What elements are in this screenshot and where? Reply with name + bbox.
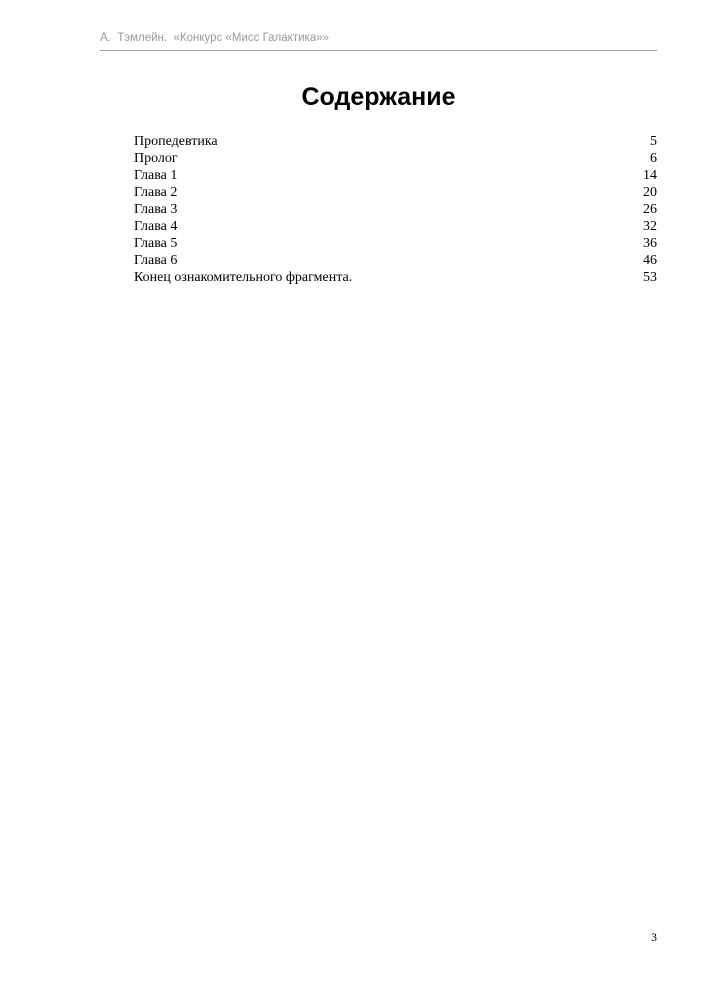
table-of-contents	[134, 133, 657, 286]
toc-entry-page: 46	[643, 253, 657, 268]
toc-entry-label: Глава 4	[134, 219, 178, 234]
toc-entry-label: Глава 6	[134, 253, 178, 268]
toc-entry[interactable]	[134, 252, 657, 269]
toc-entry[interactable]	[134, 184, 657, 201]
toc-entry[interactable]	[134, 218, 657, 235]
page-number: 3	[651, 930, 657, 944]
toc-entry-page: 20	[643, 185, 657, 200]
toc-entry[interactable]	[134, 201, 657, 218]
toc-entry-label: Конец ознакомительного фрагмента.	[134, 270, 353, 285]
toc-entry[interactable]	[134, 167, 657, 184]
toc-entry[interactable]	[134, 235, 657, 252]
header-divider	[100, 50, 657, 51]
toc-entry-label: Глава 5	[134, 236, 178, 251]
toc-entry[interactable]	[134, 150, 657, 167]
toc-entry[interactable]	[134, 133, 657, 150]
running-header: А. Тэмлейн. «Конкурс «Мисс Галактика»»	[100, 32, 329, 44]
toc-entry-label: Пролог	[134, 151, 178, 166]
toc-entry-page: 53	[643, 270, 657, 285]
toc-entry-page: 32	[643, 219, 657, 234]
toc-title: Содержание	[301, 83, 456, 111]
toc-entry-page: 5	[650, 134, 657, 149]
toc-entry-page: 36	[643, 236, 657, 251]
toc-entry-label: Глава 3	[134, 202, 178, 217]
toc-entry-label: Пропедевтика	[134, 134, 218, 149]
toc-entry[interactable]	[134, 269, 657, 286]
toc-entry-page: 14	[643, 168, 657, 183]
toc-entry-page: 6	[650, 151, 657, 166]
toc-entry-page: 26	[643, 202, 657, 217]
toc-entry-label: Глава 2	[134, 185, 178, 200]
toc-entry-label: Глава 1	[134, 168, 178, 183]
